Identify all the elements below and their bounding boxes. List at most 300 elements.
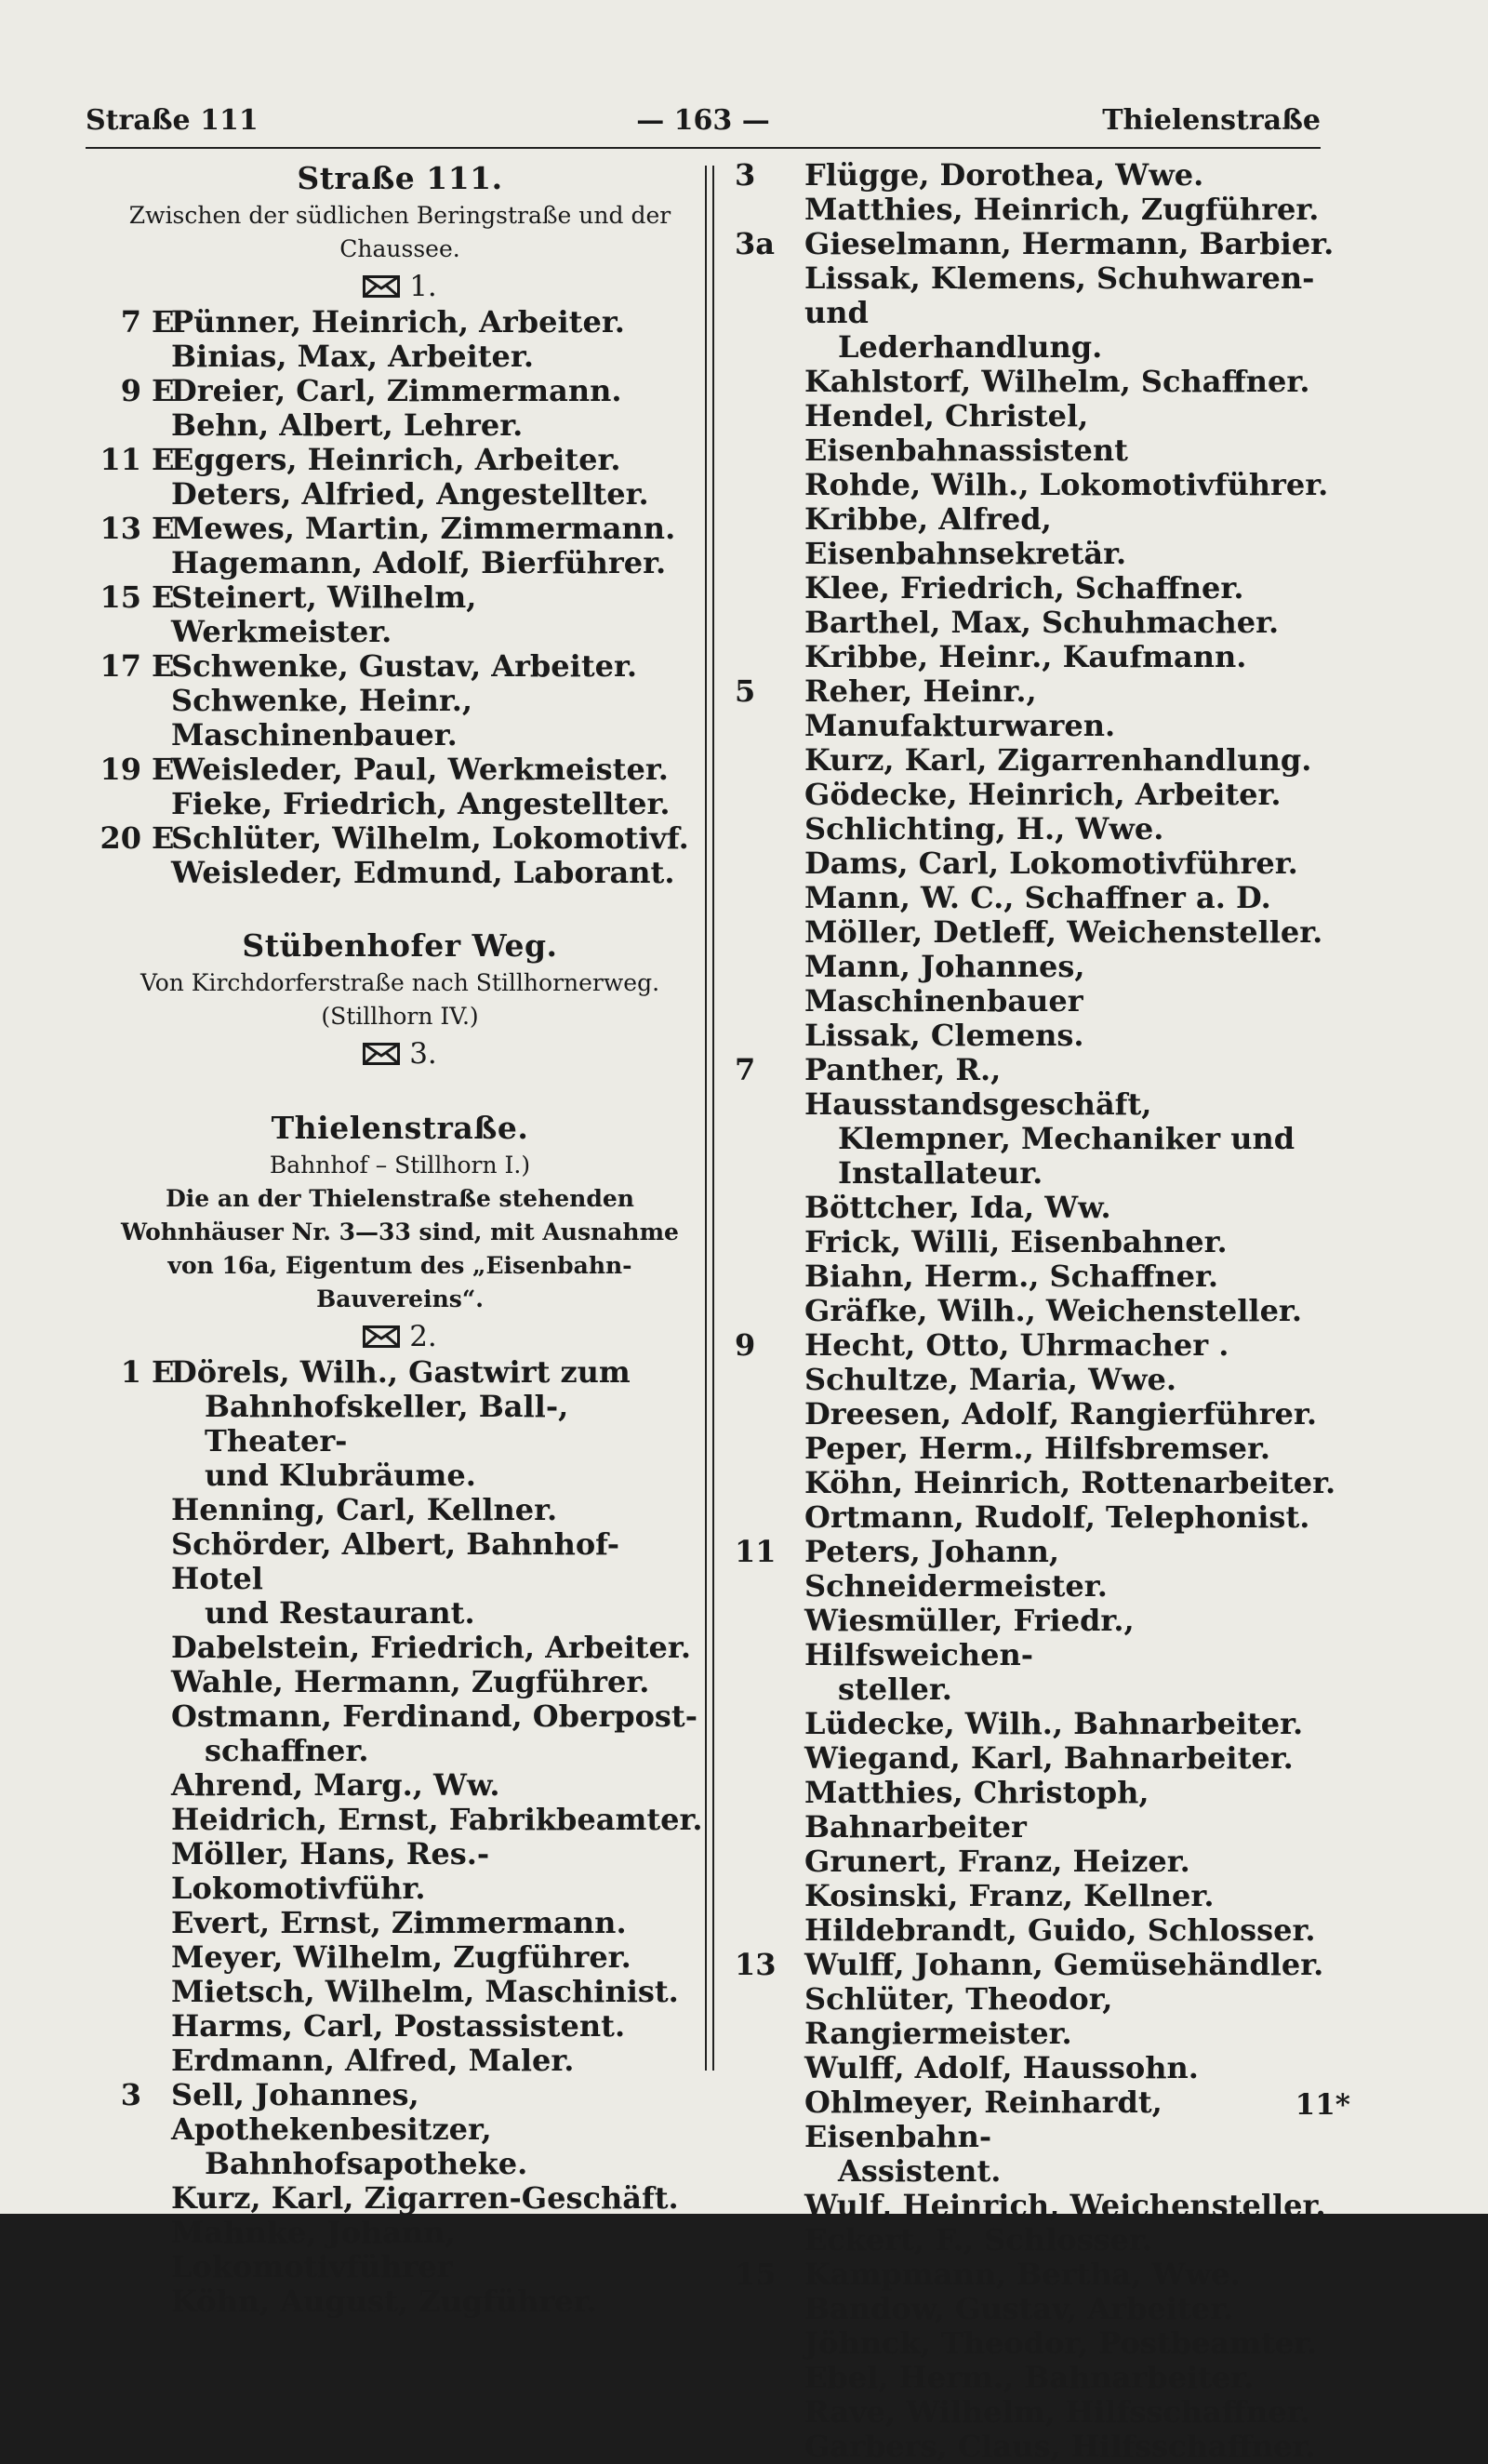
resident-continuation-line: schaffner. bbox=[205, 1733, 369, 1768]
resident-entry-text bbox=[93, 512, 707, 546]
house-number: 13 bbox=[100, 511, 141, 546]
directory-entry bbox=[735, 1500, 1339, 1535]
resident-continuation-line: steller. bbox=[838, 1672, 952, 1707]
resident-line: Dreier, Carl, Zimmermann. bbox=[171, 373, 622, 408]
resident-entry-text bbox=[735, 468, 1339, 502]
resident-line: Dörels, Wilh., Gastwirt zum bbox=[171, 1354, 631, 1390]
directory-entry bbox=[93, 753, 707, 787]
resident-entry-text bbox=[93, 580, 707, 649]
directory-entry bbox=[735, 2223, 1339, 2258]
resident-line: Jöhnck, Theodor, Postbeamter. bbox=[804, 2325, 1318, 2361]
resident-line: Hagemann, Adolf, Bierführer. bbox=[171, 545, 667, 580]
directory-entry bbox=[735, 2051, 1339, 2085]
resident-entry-text bbox=[93, 856, 707, 890]
house-number: 15 bbox=[100, 579, 141, 615]
resident-continuation-line: Klempner, Mechaniker und bbox=[838, 1121, 1295, 1156]
resident-line: Dams, Carl, Lokomotivführer. bbox=[804, 846, 1298, 881]
entries-thielenstrasse-left bbox=[93, 1355, 707, 2319]
resident-line: Gödecke, Heinrich, Arbeiter. bbox=[804, 777, 1282, 812]
directory-entry bbox=[735, 261, 1339, 365]
resident-line: Peters, Johann, Schneidermeister. bbox=[804, 1534, 1108, 1604]
directory-entry bbox=[735, 468, 1339, 502]
directory-entry bbox=[93, 1837, 707, 1906]
resident-entry-text bbox=[93, 821, 707, 856]
resident-entry-text bbox=[93, 1665, 707, 1699]
directory-entry bbox=[735, 2430, 1339, 2464]
resident-continuation-line: Lederhandlung. bbox=[838, 329, 1103, 365]
section-description-stuebenhofer-weg: Von Kirchdorferstraße nach Stillhornerweg. bbox=[140, 969, 660, 996]
directory-entry bbox=[735, 640, 1339, 674]
resident-line: Möller, Hans, Res.-Lokomotivführ. bbox=[171, 1836, 490, 1906]
resident-line: Kurz, Karl, Zigarrenhandlung. bbox=[804, 742, 1312, 778]
resident-entry-text bbox=[93, 546, 707, 580]
directory-entry bbox=[735, 227, 1339, 261]
resident-entry-text bbox=[735, 1879, 1339, 1913]
resident-entry-text bbox=[735, 1707, 1339, 1741]
directory-entry bbox=[735, 812, 1339, 846]
directory-entry bbox=[93, 2181, 707, 2216]
resident-continuation-line: Bahnhofskeller, Ball-, Theater- bbox=[205, 1389, 569, 1458]
directory-entry bbox=[735, 2085, 1339, 2189]
resident-line: Peper, Herm., Hilfsbremser. bbox=[804, 1431, 1271, 1466]
directory-entry bbox=[93, 1975, 707, 2009]
directory-entry bbox=[735, 2395, 1339, 2430]
resident-entry-text bbox=[93, 1940, 707, 1975]
resident-line: Bandow, Gustav, Arbeiter. bbox=[804, 2291, 1234, 2326]
running-head-left: Straße 111 bbox=[86, 104, 259, 137]
resident-line: Steinert, Wilhelm, Werkmeister. bbox=[171, 579, 477, 649]
directory-entry bbox=[93, 684, 707, 753]
resident-line: Matthies, Christoph, Bahnarbeiter bbox=[804, 1775, 1149, 1845]
directory-entry bbox=[93, 2044, 707, 2078]
directory-entry bbox=[735, 2326, 1339, 2361]
resident-entry-text bbox=[735, 2292, 1339, 2326]
resident-line: Biahn, Herm., Schaffner. bbox=[804, 1259, 1219, 1294]
section-gap bbox=[93, 890, 707, 926]
resident-entry-text bbox=[93, 2044, 707, 2078]
resident-line: Mewes, Martin, Zimmermann. bbox=[171, 511, 676, 546]
owner-flag: E bbox=[152, 648, 175, 684]
resident-line: Schultze, Maria, Wwe. bbox=[804, 1362, 1177, 1397]
resident-line: Fieke, Friedrich, Angestellter. bbox=[171, 786, 671, 821]
resident-entry-text bbox=[93, 1768, 707, 1803]
directory-entry bbox=[93, 2216, 707, 2284]
directory-entry bbox=[735, 571, 1339, 606]
resident-entry-text bbox=[735, 1259, 1339, 1294]
resident-line: Grunert, Franz, Heizer. bbox=[804, 1844, 1190, 1879]
resident-line: Ahrend, Marg., Ww. bbox=[171, 1767, 500, 1803]
resident-line: Hecht, Otto, Uhrmacher . bbox=[804, 1327, 1229, 1363]
postal-district-thielenstrasse bbox=[93, 1318, 707, 1355]
directory-entry bbox=[735, 1053, 1339, 1191]
resident-line: Meyer, Wilhelm, Zugführer. bbox=[171, 1939, 631, 1975]
owner-flag: E bbox=[152, 1354, 175, 1390]
resident-entry-text bbox=[735, 812, 1339, 846]
house-number: 9 bbox=[735, 1327, 756, 1363]
directory-entry bbox=[735, 846, 1339, 881]
resident-entry-text bbox=[93, 2181, 707, 2216]
directory-entry bbox=[735, 778, 1339, 812]
resident-line: Mietsch, Wilhelm, Maschinist. bbox=[171, 1974, 679, 2009]
resident-line: Wulf, Heinrich, Weichensteller. bbox=[804, 2188, 1326, 2223]
resident-entry-text bbox=[735, 365, 1339, 399]
resident-line: Heidrich, Ernst, Fabrikbeamter. bbox=[171, 1802, 703, 1837]
resident-entry-text bbox=[735, 261, 1339, 365]
resident-entry-text bbox=[93, 1699, 707, 1768]
house-number: 1 bbox=[120, 1354, 141, 1390]
resident-line: Sell, Johannes, Apothekenbesitzer, bbox=[171, 2077, 492, 2147]
resident-line: Lissak, Clemens. bbox=[804, 1018, 1084, 1053]
directory-entry bbox=[735, 881, 1339, 915]
resident-line: Weisleder, Paul, Werkmeister. bbox=[171, 752, 669, 787]
resident-line: Ebel, Herm., Bahnarbeiter. bbox=[804, 2360, 1255, 2395]
resident-line: Behn, Albert, Lehrer. bbox=[171, 407, 524, 443]
resident-entry-text bbox=[735, 1328, 1339, 1363]
section-note-thielenstrasse: Die an der Thielenstraße stehenden Wohnhäuser Nr. 3—33 sind, mit Ausnahme von 16a, Eigentum des „Eisenbahn-Bauvereins“. bbox=[121, 1185, 679, 1312]
directory-entry bbox=[735, 502, 1339, 571]
resident-entry-text bbox=[735, 1225, 1339, 1259]
resident-entry-text bbox=[735, 1019, 1339, 1053]
directory-entry bbox=[93, 787, 707, 821]
resident-entry-text bbox=[93, 374, 707, 408]
directory-entry bbox=[93, 408, 707, 443]
resident-entry-text bbox=[93, 1837, 707, 1906]
directory-entry bbox=[735, 1466, 1339, 1500]
resident-entry-text bbox=[93, 1803, 707, 1837]
resident-line: Lissak, Klemens, Schuhwaren- und bbox=[804, 260, 1315, 330]
resident-line: Schlüter, Theodor, Rangiermeister. bbox=[804, 1981, 1113, 2051]
directory-entry bbox=[735, 1982, 1339, 2051]
directory-entry bbox=[93, 2078, 707, 2181]
directory-entry bbox=[93, 649, 707, 684]
resident-line: Möller, Detleff, Weichensteller. bbox=[804, 914, 1323, 950]
resident-continuation-line: Installateur. bbox=[838, 1155, 1043, 1191]
resident-entry-text bbox=[735, 571, 1339, 606]
directory-entry bbox=[735, 674, 1339, 743]
resident-line: Panther, R., Hausstandsgeschäft, bbox=[804, 1052, 1152, 1122]
section-district-stuebenhofer-weg: (Stillhorn IV.) bbox=[321, 1003, 479, 1030]
resident-entry-text bbox=[93, 408, 707, 443]
house-number: 15 bbox=[735, 2257, 777, 2292]
directory-entry bbox=[93, 821, 707, 856]
resident-entry-text bbox=[735, 1466, 1339, 1500]
directory-entry bbox=[735, 1707, 1339, 1741]
resident-continuation-line: und Restaurant. bbox=[205, 1595, 475, 1631]
envelope-icon bbox=[363, 1325, 400, 1348]
resident-entry-text bbox=[735, 915, 1339, 950]
resident-line: Schörder, Albert, Bahnhof-Hotel bbox=[171, 1526, 620, 1596]
resident-entry-text bbox=[735, 2085, 1339, 2189]
directory-entry bbox=[735, 1776, 1339, 1845]
resident-entry-text bbox=[735, 881, 1339, 915]
directory-entry bbox=[735, 1019, 1339, 1053]
resident-line: Schwenke, Gustav, Arbeiter. bbox=[171, 648, 638, 684]
resident-entry-text bbox=[735, 2258, 1339, 2292]
house-number: 3 bbox=[735, 157, 756, 193]
directory-entry bbox=[735, 1432, 1339, 1466]
left-column bbox=[93, 158, 707, 2319]
resident-entry-text bbox=[93, 443, 707, 477]
running-head-right: Thielenstraße bbox=[1102, 104, 1321, 137]
directory-entry bbox=[735, 1948, 1339, 1982]
resident-entry-text bbox=[93, 787, 707, 821]
resident-line: Gieselmann, Hermann, Barbier. bbox=[804, 226, 1335, 261]
resident-entry-text bbox=[735, 2051, 1339, 2085]
resident-line: Wulff, Johann, Gemüsehändler. bbox=[804, 1947, 1324, 1982]
resident-continuation-line: Bahnhofsapotheke. bbox=[205, 2146, 528, 2181]
signature-mark: 11* bbox=[1295, 2088, 1350, 2122]
postal-district-number: 1. bbox=[409, 270, 437, 303]
resident-entry-text bbox=[93, 649, 707, 684]
envelope-icon bbox=[363, 275, 400, 298]
house-number: 17 bbox=[100, 648, 141, 684]
directory-entry bbox=[93, 2284, 707, 2319]
directory-entry bbox=[93, 546, 707, 580]
house-number: 11 bbox=[100, 442, 141, 477]
directory-entry bbox=[93, 340, 707, 374]
resident-entry-text bbox=[93, 2284, 707, 2319]
resident-entry-text bbox=[735, 1948, 1339, 1982]
resident-entry-text bbox=[735, 1397, 1339, 1432]
resident-entry-text bbox=[735, 1363, 1339, 1397]
section-title-thielenstrasse: Thielenstraße. bbox=[271, 1110, 529, 1146]
directory-entry bbox=[93, 512, 707, 546]
owner-flag: E bbox=[152, 304, 175, 340]
running-head bbox=[86, 104, 1321, 141]
resident-line: Kampmann, Bertha, Wwe. bbox=[804, 2257, 1241, 2292]
entries-thielenstrasse-right bbox=[735, 158, 1339, 2464]
resident-entry-text bbox=[93, 477, 707, 512]
directory-entry bbox=[735, 399, 1339, 468]
directory-entry bbox=[93, 443, 707, 477]
resident-line: Schwenke, Heinr., Maschinenbauer. bbox=[171, 683, 473, 753]
resident-entry-text bbox=[93, 1527, 707, 1631]
directory-entry bbox=[93, 1631, 707, 1665]
resident-line: Mann, Johannes, Maschinenbauer bbox=[804, 949, 1085, 1019]
directory-entry bbox=[93, 477, 707, 512]
directory-entry bbox=[93, 1493, 707, 1527]
resident-line: Barthel, Max, Schuhmacher. bbox=[804, 605, 1280, 640]
resident-entry-text bbox=[735, 158, 1339, 193]
resident-line: Köhn, Heinrich, Rottenarbeiter. bbox=[804, 1465, 1336, 1500]
directory-entry bbox=[93, 1940, 707, 1975]
resident-line: Klee, Friedrich, Schaffner. bbox=[804, 570, 1244, 606]
directory-entry bbox=[735, 2292, 1339, 2326]
resident-entry-text bbox=[93, 1975, 707, 2009]
resident-line: Mann, W. C., Schaffner a. D. bbox=[804, 880, 1271, 915]
resident-entry-text bbox=[735, 2430, 1339, 2464]
house-number: 3 bbox=[120, 2077, 141, 2112]
resident-continuation-line: und Klubräume. bbox=[205, 1458, 476, 1493]
resident-line: Weisleder, Edmund, Laborant. bbox=[171, 855, 675, 890]
resident-line: Deters, Alfried, Angestellter. bbox=[171, 476, 649, 512]
resident-line: Kurz, Karl, Zigarren-Geschäft. bbox=[171, 2180, 679, 2216]
resident-line: Ohlmeyer, Reinhardt, Eisenbahn- bbox=[804, 2084, 1162, 2154]
resident-entry-text bbox=[93, 2009, 707, 2044]
resident-line: Wahle, Hermann, Zugführer. bbox=[171, 1664, 650, 1699]
resident-entry-text bbox=[735, 1604, 1339, 1707]
resident-line: Köhn, August, Zugführer. bbox=[171, 2284, 597, 2319]
postal-district-strasse-111 bbox=[93, 268, 707, 305]
directory-entry bbox=[735, 743, 1339, 778]
directory-entry bbox=[735, 2258, 1339, 2292]
directory-entry bbox=[93, 1355, 707, 1493]
resident-line: Eckert, F., Schlosser. bbox=[804, 2222, 1153, 2258]
owner-flag: E bbox=[152, 820, 175, 856]
resident-entry-text bbox=[735, 1845, 1339, 1879]
resident-entry-text bbox=[735, 846, 1339, 881]
resident-entry-text bbox=[93, 753, 707, 787]
owner-flag: E bbox=[152, 442, 175, 477]
directory-entry bbox=[735, 1225, 1339, 1259]
resident-line: Wiegand, Karl, Bahnarbeiter. bbox=[804, 1740, 1294, 1776]
resident-line: Dabelstein, Friedrich, Arbeiter. bbox=[171, 1630, 691, 1665]
directory-entry bbox=[735, 1741, 1339, 1776]
resident-entry-text bbox=[93, 2216, 707, 2284]
directory-entry bbox=[93, 1699, 707, 1768]
directory-entry bbox=[93, 374, 707, 408]
directory-entry bbox=[93, 1768, 707, 1803]
resident-entry-text bbox=[735, 674, 1339, 743]
resident-line: Hildebrandt, Guido, Schlosser. bbox=[804, 1912, 1316, 1948]
resident-line: Kribbe, Alfred, Eisenbahnsekretär. bbox=[804, 501, 1127, 571]
header-rule bbox=[86, 147, 1321, 149]
directory-entry bbox=[93, 305, 707, 340]
resident-entry-text bbox=[93, 1493, 707, 1527]
resident-entry-text bbox=[735, 2395, 1339, 2430]
resident-line: Hendel, Christel, Eisenbahnassistent bbox=[804, 398, 1128, 468]
resident-entry-text bbox=[735, 1191, 1339, 1225]
resident-line: Garbers, Claus, Hilfsschaffner. bbox=[804, 2429, 1316, 2464]
section-gap bbox=[93, 1072, 707, 1108]
directory-entry bbox=[93, 1803, 707, 1837]
resident-line: Matthies, Heinrich, Zugführer. bbox=[804, 192, 1320, 227]
postal-district-number: 2. bbox=[409, 1320, 437, 1353]
resident-entry-text bbox=[735, 1741, 1339, 1776]
resident-entry-text bbox=[735, 1432, 1339, 1466]
directory-entry bbox=[735, 193, 1339, 227]
resident-entry-text bbox=[735, 950, 1339, 1019]
directory-entry bbox=[735, 1363, 1339, 1397]
resident-line: Gräfke, Wilh., Weichensteller. bbox=[804, 1293, 1302, 1328]
resident-entry-text bbox=[735, 227, 1339, 261]
resident-entry-text bbox=[735, 606, 1339, 640]
resident-line: Reher, Heinr., Manufakturwaren. bbox=[804, 673, 1116, 743]
owner-flag: E bbox=[152, 752, 175, 787]
resident-entry-text bbox=[735, 1776, 1339, 1845]
directory-entry bbox=[735, 1535, 1339, 1604]
resident-entry-text bbox=[93, 340, 707, 374]
house-number: 20 bbox=[100, 820, 141, 856]
resident-entry-text bbox=[735, 1913, 1339, 1948]
owner-flag: E bbox=[152, 373, 175, 408]
resident-line: Rave, Wilhelm, Hilfsschaffner. bbox=[804, 2394, 1310, 2430]
resident-line: Frick, Willi, Eisenbahner. bbox=[804, 1224, 1228, 1259]
resident-line: Harms, Carl, Postassistent. bbox=[171, 2008, 626, 2044]
resident-entry-text bbox=[735, 2361, 1339, 2395]
resident-entry-text bbox=[93, 2078, 707, 2181]
resident-line: Dreesen, Adolf, Rangierführer. bbox=[804, 1396, 1317, 1432]
directory-entry bbox=[735, 2189, 1339, 2223]
section-title-stuebenhofer-weg: Stübenhofer Weg. bbox=[242, 927, 558, 964]
directory-entry bbox=[735, 365, 1339, 399]
resident-entry-text bbox=[93, 684, 707, 753]
section-title-strasse-111: Straße 111. bbox=[297, 160, 503, 196]
resident-entry-text bbox=[735, 778, 1339, 812]
resident-line: Flügge, Dorothea, Wwe. bbox=[804, 157, 1204, 193]
resident-entry-text bbox=[735, 1053, 1339, 1191]
directory-entry bbox=[735, 158, 1339, 193]
entries-strasse-111 bbox=[93, 305, 707, 890]
house-number: 9 bbox=[120, 373, 141, 408]
directory-entry bbox=[735, 606, 1339, 640]
house-number: 19 bbox=[100, 752, 141, 787]
house-number: 7 bbox=[735, 1052, 756, 1087]
section-description-thielenstrasse: Bahnhof – Stillhorn I.) bbox=[269, 1152, 531, 1179]
resident-entry-text bbox=[93, 305, 707, 340]
house-number: 11 bbox=[735, 1534, 777, 1569]
section-description-strasse-111: Zwischen der südlichen Beringstraße und der Chaussee. bbox=[128, 202, 671, 262]
house-number: 3a bbox=[735, 226, 775, 261]
resident-entry-text bbox=[93, 1355, 707, 1493]
resident-entry-text bbox=[735, 1982, 1339, 2051]
resident-continuation-line: Assistent. bbox=[838, 2153, 1002, 2189]
resident-line: Pünner, Heinrich, Arbeiter. bbox=[171, 304, 625, 340]
directory-entry bbox=[735, 2361, 1339, 2395]
owner-flag: E bbox=[152, 511, 175, 546]
resident-line: Henning, Carl, Kellner. bbox=[171, 1492, 558, 1527]
directory-entry bbox=[93, 856, 707, 890]
directory-entry bbox=[735, 1604, 1339, 1707]
resident-line: Evert, Ernst, Zimmermann. bbox=[171, 1905, 627, 1940]
postal-district-number: 3. bbox=[409, 1037, 437, 1071]
right-column bbox=[735, 158, 1339, 2464]
directory-entry bbox=[93, 1527, 707, 1631]
resident-entry-text bbox=[735, 2326, 1339, 2361]
page-number: — 163 — bbox=[636, 104, 770, 137]
resident-line: Kribbe, Heinr., Kaufmann. bbox=[804, 639, 1247, 674]
resident-line: Wiesmüller, Friedr., Hilfsweichen- bbox=[804, 1603, 1135, 1672]
envelope-icon bbox=[363, 1043, 400, 1065]
resident-entry-text bbox=[735, 1294, 1339, 1328]
resident-line: Lüdecke, Wilh., Bahnarbeiter. bbox=[804, 1706, 1304, 1741]
resident-entry-text bbox=[735, 193, 1339, 227]
resident-line: Ostmann, Ferdinand, Oberpost- bbox=[171, 1698, 698, 1734]
resident-entry-text bbox=[735, 640, 1339, 674]
resident-line: Eggers, Heinrich, Arbeiter. bbox=[171, 442, 621, 477]
directory-entry bbox=[93, 1906, 707, 1940]
resident-entry-text bbox=[735, 2189, 1339, 2223]
house-number: 5 bbox=[735, 673, 756, 709]
resident-line: Böttcher, Ida, Ww. bbox=[804, 1190, 1111, 1225]
resident-line: Schlichting, H., Wwe. bbox=[804, 811, 1164, 846]
directory-entry bbox=[735, 1294, 1339, 1328]
directory-entry bbox=[735, 1259, 1339, 1294]
resident-line: Rohde, Wilh., Lokomotivführer. bbox=[804, 467, 1329, 502]
resident-line: Schlüter, Wilhelm, Lokomotivf. bbox=[171, 820, 689, 856]
resident-line: Erdmann, Alfred, Maler. bbox=[171, 2043, 575, 2078]
postal-district-stuebenhofer-weg bbox=[93, 1035, 707, 1072]
resident-entry-text bbox=[93, 1631, 707, 1665]
resident-entry-text bbox=[735, 743, 1339, 778]
resident-line: Wulff, Adolf, Haussohn. bbox=[804, 2050, 1199, 2085]
resident-line: Ortmann, Rudolf, Telephonist. bbox=[804, 1499, 1310, 1535]
resident-line: Kosinski, Franz, Kellner. bbox=[804, 1878, 1215, 1913]
directory-entry bbox=[735, 950, 1339, 1019]
resident-line: Mahnke, Johann, Lokomotivführer bbox=[171, 2215, 456, 2284]
house-number: 13 bbox=[735, 1947, 777, 1982]
resident-entry-text bbox=[93, 1906, 707, 1940]
